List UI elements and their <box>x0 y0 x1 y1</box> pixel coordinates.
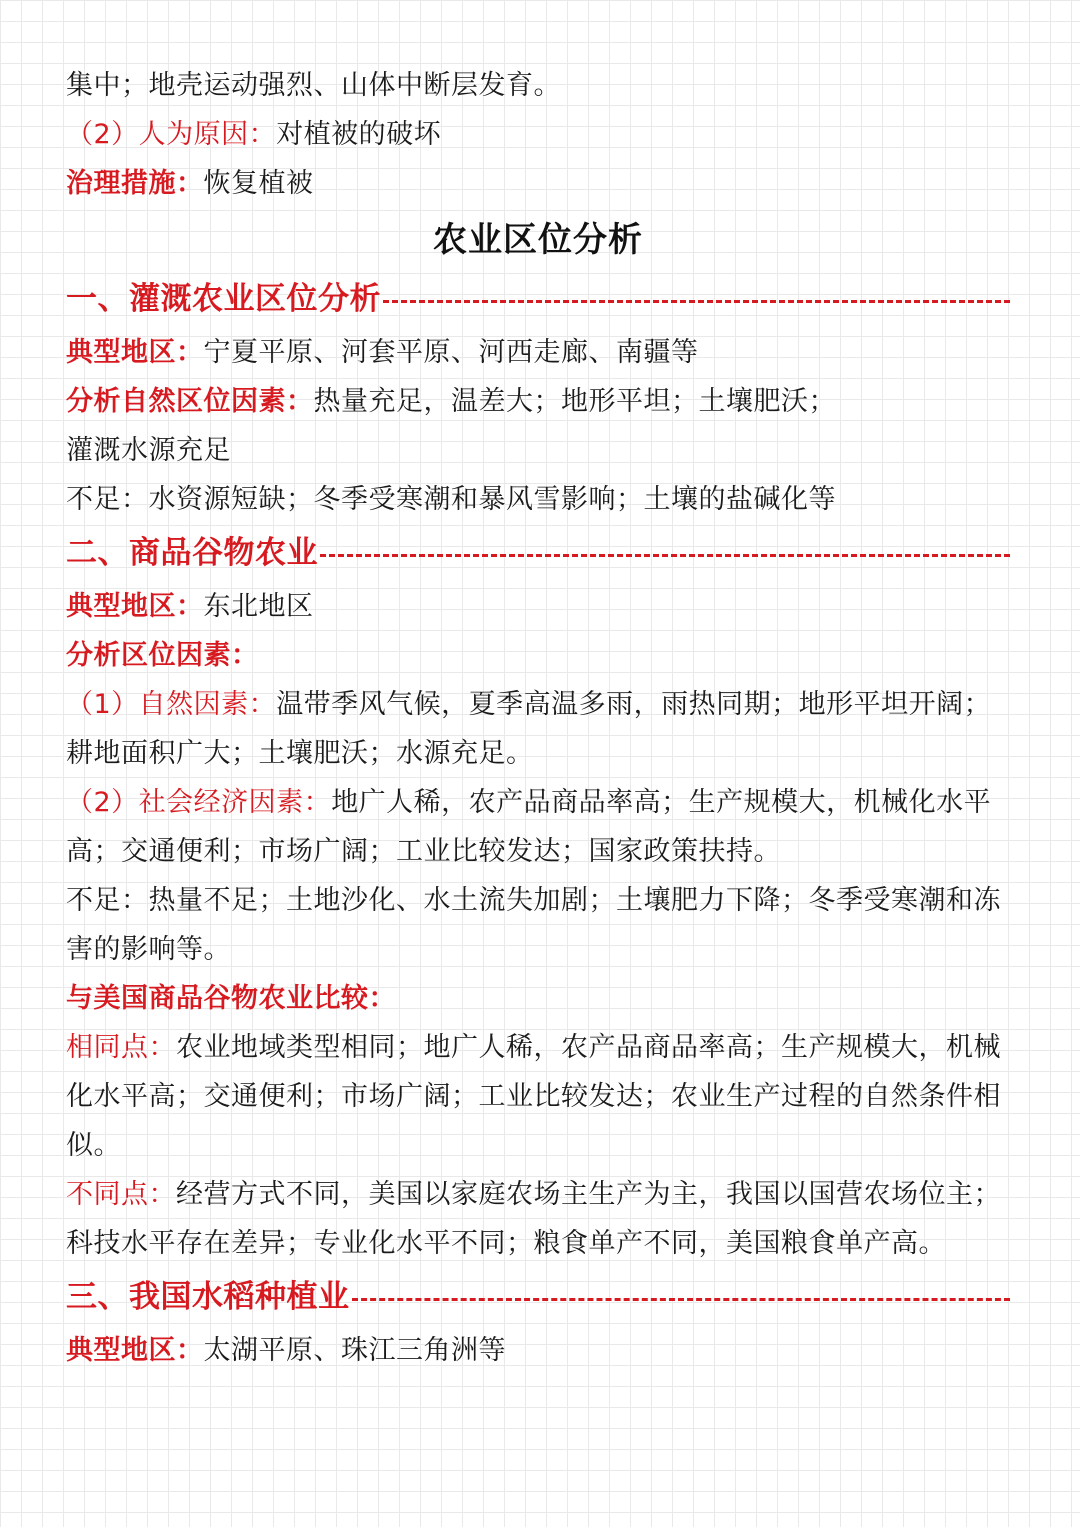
region-label: 典型地区： <box>66 591 204 622</box>
section-heading-text: 二、商品谷物农业 <box>66 535 318 571</box>
irrigation-natural-line-2 <box>66 426 1010 475</box>
measure-text: 恢复植被 <box>203 168 314 199</box>
section-heading-text: 一、灌溉农业区位分析 <box>66 281 381 317</box>
shortage-text: 不足：水资源短缺；冬季受寒潮和暴风雪影响；土壤的盐碱化等 <box>66 484 836 515</box>
dashed-divider <box>383 300 1010 303</box>
measure-label: 治理措施： <box>66 168 204 199</box>
section-heading-text: 三、我国水稻种植业 <box>66 1279 350 1315</box>
similarities-paragraph <box>66 1023 1010 1170</box>
grain-social-paragraph <box>66 778 1010 876</box>
social-factors-text: 地广人稀，农产品商品率高；生产规模大，机械化水平高；交通便利；市场广阔；工业比较发达；国家政策扶持。 <box>66 787 992 867</box>
social-factors-label: （2）社会经济因素： <box>66 787 332 818</box>
grain-analysis-label-line <box>66 631 1010 680</box>
section-heading-commercial-grain <box>66 524 1010 582</box>
natural-factors-label: 分析自然区位因素： <box>66 386 314 417</box>
natural-factors-text: 温带季风气候，夏季高温多雨，雨热同期；地形平坦开阔；耕地面积广大；土壤肥沃；水源充足。 <box>66 689 992 769</box>
dashed-divider <box>320 554 1010 557</box>
dashed-divider <box>352 1298 1011 1301</box>
irrigation-shortage-line <box>66 475 1010 524</box>
shortage-text: 不足：热量不足；土地沙化、水土流失加剧；土壤肥力下降；冬季受寒潮和冻害的影响等。 <box>66 885 1001 965</box>
region-text: 东北地区 <box>203 591 314 622</box>
similarities-label: 相同点： <box>66 1032 176 1063</box>
compare-label-line <box>66 974 1010 1023</box>
natural-factors-text-2: 灌溉水源充足 <box>66 435 231 466</box>
intro-line <box>66 61 1010 110</box>
region-text: 宁夏平原、河套平原、河西走廊、南疆等 <box>203 337 699 368</box>
irrigation-region-line <box>66 328 1010 377</box>
section-heading-irrigation <box>66 270 1010 328</box>
differences-label: 不同点： <box>66 1179 176 1210</box>
analysis-label: 分析区位因素： <box>66 640 259 671</box>
region-label: 典型地区： <box>66 1335 204 1366</box>
differences-text: 经营方式不同，美国以家庭农场主生产为主，我国以国营农场位主；科技水平存在差异；专业化水平不同；粮食单产不同，美国粮食单产高。 <box>66 1179 1001 1259</box>
intro-text: 集中；地壳运动强烈、山体中断层发育。 <box>66 70 561 101</box>
grain-region-line <box>66 582 1010 631</box>
irrigation-natural-line <box>66 377 1010 426</box>
human-cause-label: （2）人为原因： <box>66 119 277 150</box>
natural-factors-text: 热量充足，温差大；地形平坦；土壤肥沃； <box>313 386 836 417</box>
rice-region-line <box>66 1326 1010 1375</box>
region-text: 太湖平原、珠江三角洲等 <box>203 1335 506 1366</box>
measure-line <box>66 159 1010 208</box>
similarities-text: 农业地域类型相同；地广人稀，农产品商品率高；生产规模大，机械化水平高；交通便利；市场广阔；工业比较发达；农业生产过程的自然条件相似。 <box>66 1032 1001 1161</box>
page-title: 农业区位分析 <box>433 220 643 260</box>
section-heading-rice <box>66 1268 1010 1326</box>
region-label: 典型地区： <box>66 337 204 368</box>
compare-label: 与美国商品谷物农业比较： <box>66 983 396 1014</box>
grain-shortage-paragraph <box>66 876 1010 974</box>
human-cause-text: 对植被的破坏 <box>276 119 442 150</box>
grain-natural-paragraph <box>66 680 1010 778</box>
differences-paragraph <box>66 1170 1010 1268</box>
human-cause-line <box>66 110 1010 159</box>
natural-factors-label: （1）自然因素： <box>66 689 277 720</box>
